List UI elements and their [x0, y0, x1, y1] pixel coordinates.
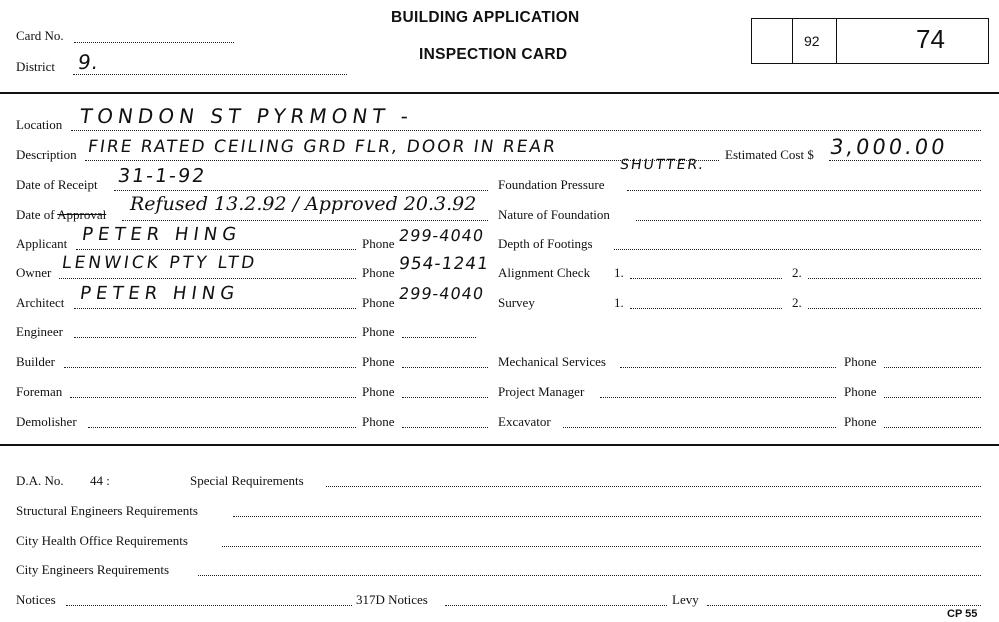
survey-two-line — [808, 308, 981, 309]
mechanical-label: Mechanical Services — [498, 354, 606, 369]
foundation-pressure-line — [627, 190, 981, 191]
architect-phone-value: 299-4040 — [397, 284, 486, 303]
engineer-label: Engineer — [16, 324, 63, 339]
architect-line — [74, 308, 356, 309]
notices-label: Notices — [16, 592, 56, 607]
engineer-phone-label: Phone — [362, 324, 395, 339]
notices-317d-label: 317D Notices — [356, 592, 428, 607]
special-requirements-line — [326, 486, 981, 487]
depth-footings-label: Depth of Footings — [498, 236, 593, 251]
date-receipt-label: Date of Receipt — [16, 177, 98, 192]
owner-phone-label: Phone — [362, 265, 395, 280]
date-receipt-value: 31-1-92 — [116, 165, 208, 187]
excavator-phone-label: Phone — [844, 414, 877, 429]
engineer-line — [74, 337, 356, 338]
engineers-line — [198, 575, 981, 576]
notices-line — [66, 605, 352, 606]
applicant-label: Applicant — [16, 236, 68, 251]
levy-label: Levy — [672, 592, 699, 607]
architect-value: PETER HING — [78, 283, 241, 304]
estimated-cost-label: Estimated Cost $ — [725, 147, 814, 162]
builder-phone-line — [402, 367, 488, 368]
project-manager-phone-label: Phone — [844, 384, 877, 399]
engineers-label: City Engineers Requirements — [16, 562, 170, 577]
engineer-phone-line — [402, 337, 476, 338]
card-number-box — [751, 18, 989, 64]
notices-317d-line — [445, 605, 667, 606]
builder-phone-label: Phone — [362, 354, 395, 369]
architect-phone-label: Phone — [362, 295, 395, 310]
location-label: Location — [16, 117, 63, 132]
alignment-one-label: 1. — [614, 265, 624, 280]
estimated-cost-line — [829, 160, 981, 161]
foreman-line — [70, 397, 356, 398]
architect-label: Architect — [16, 295, 65, 310]
applicant-phone-label: Phone — [362, 236, 395, 251]
location-value: TONDON ST PYRMONT - — [78, 104, 415, 128]
excavator-line — [563, 427, 836, 428]
health-label: City Health Office Requirements — [16, 533, 188, 548]
description-label: Description — [16, 147, 77, 162]
foreman-phone-line — [402, 397, 488, 398]
foreman-label: Foreman — [16, 384, 63, 399]
description-value-2: SHUTTER. — [618, 157, 707, 173]
survey-one-label: 1. — [614, 295, 624, 310]
owner-phone-value: 954-1241 — [397, 254, 491, 274]
applicant-line — [76, 249, 356, 250]
demolisher-phone-line — [402, 427, 488, 428]
demolisher-line — [88, 427, 356, 428]
district-line — [73, 74, 347, 75]
alignment-one-line — [630, 278, 782, 279]
alignment-check-label: Alignment Check — [498, 265, 591, 280]
alignment-two-label: 2. — [792, 265, 802, 280]
description-value: FIRE RATED CEILING GRD FLR, DOOR IN REAR — [86, 137, 559, 157]
builder-label: Builder — [16, 354, 55, 369]
foundation-pressure-label: Foundation Pressure — [498, 177, 605, 192]
card-no-line — [74, 42, 234, 43]
applicant-value: PETER HING — [80, 224, 243, 245]
top-divider — [0, 92, 999, 94]
da-value: 44 : — [90, 473, 110, 488]
project-manager-phone-line — [884, 397, 981, 398]
form-code: CP 55 — [947, 608, 978, 620]
mechanical-phone-label: Phone — [844, 354, 877, 369]
box-year: 92 — [804, 33, 820, 49]
special-requirements-label: Special Requirements — [190, 473, 304, 488]
card-no-label: Card No. — [16, 28, 64, 43]
date-receipt-line — [114, 190, 488, 191]
demolisher-label: Demolisher — [16, 414, 77, 429]
survey-label: Survey — [498, 295, 535, 310]
depth-footings-line — [614, 249, 981, 250]
project-manager-label: Project Manager — [498, 384, 585, 399]
nature-foundation-line — [636, 220, 981, 221]
mechanical-phone-line — [884, 367, 981, 368]
survey-two-label: 2. — [792, 295, 802, 310]
owner-value: LENWICK PTY LTD — [60, 253, 259, 273]
builder-line — [64, 367, 356, 368]
survey-one-line — [630, 308, 782, 309]
health-line — [222, 546, 981, 547]
applicant-phone-value: 299-4040 — [397, 226, 486, 245]
structural-label: Structural Engineers Requirements — [16, 503, 198, 518]
box-number: 74 — [916, 24, 945, 54]
title-line-1: BUILDING APPLICATION — [391, 9, 580, 26]
location-line — [71, 130, 981, 131]
nature-foundation-label: Nature of Foundation — [498, 207, 610, 222]
excavator-phone-line — [884, 427, 981, 428]
district-label: District — [16, 59, 55, 74]
demolisher-phone-label: Phone — [362, 414, 395, 429]
owner-line — [59, 278, 356, 279]
da-label: D.A. No. — [16, 473, 64, 488]
project-manager-line — [600, 397, 836, 398]
owner-label: Owner — [16, 265, 52, 280]
excavator-label: Excavator — [498, 414, 551, 429]
foreman-phone-label: Phone — [362, 384, 395, 399]
levy-line — [707, 605, 981, 606]
date-approval-line — [122, 220, 488, 221]
alignment-two-line — [808, 278, 981, 279]
mechanical-line — [620, 367, 836, 368]
structural-line — [233, 516, 981, 517]
title-line-2: INSPECTION CARD — [419, 46, 568, 63]
estimated-cost-value: 3,000.00 — [828, 135, 950, 159]
district-value: 9. — [76, 50, 101, 74]
date-approval-value: Refused 13.2.92 / Approved 20.3.92 — [130, 193, 477, 215]
bottom-divider — [0, 444, 999, 446]
date-approval-label: Date of Approval — [16, 207, 107, 222]
